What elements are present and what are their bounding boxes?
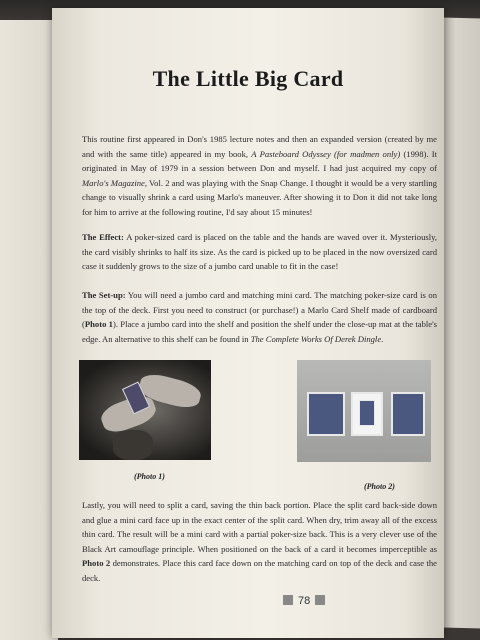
lastly-text: Lastly, you will need to split a card, saving the thin back portion. Place the split card back-side down and glue a mini card face up in the exact center of the split card. When dry, trim away all of the excess thin card. The result will be a mini card with a partial poker-size back. This is a very clever use of the Black Art camouflage principle. When positioned on the back of a card it becomes imperceptible as [82,500,437,554]
setup-label: The Set-up: [82,290,126,300]
setup-paragraph [82,288,437,346]
book-title: The Complete Works Of Derek Dingle [250,333,382,344]
photo2-caption: (Photo 2) [364,482,395,491]
card-back-shape [307,392,345,436]
intro-paragraph [82,132,437,220]
folio-square-icon [283,595,293,605]
photo1-caption: (Photo 1) [134,472,165,481]
lastly-paragraph [82,498,437,586]
setup-text: . [381,333,384,344]
photo1-image [79,360,211,460]
lastly-text: demonstrates. Place this card face down on the matching card on top of the deck and case the deck. [82,558,438,583]
mini-card-shape [359,400,375,426]
page-number [278,595,330,607]
setup-text: You will need a jumbo card and matching mini card. The matching poker-size card is on the top of the deck. First you need to construct (or purchase!) a Marlo Card Shelf made of cardboard ( [82,290,437,330]
effect-text: A poker-sized card is placed on the table and the hands are waved over it. Mysteriously, the card visibly shrinks to half its size. As the card is picked up to be placed in the now oversized card case it suddenly grows to the size of a jumbo card unable to fit in the case! [82,232,437,272]
page-title: The Little Big Card [152,66,344,91]
photo1-ref: Photo 1 [84,319,113,330]
effect-label: The Effect: [82,232,124,242]
book-page [52,8,444,638]
sleeve-shape [113,430,153,460]
folio-square-icon [315,595,325,605]
card-back-shape [391,392,425,436]
photo2-image [297,360,431,462]
book-title: A Pasteboard Odyssey (for madmen only) [251,148,401,159]
magazine-title: Marlo's Magazine [82,177,145,188]
left-page-edge [0,20,58,640]
photo2-ref: Photo 2 [82,558,111,569]
page-number-text: 78 [298,595,311,607]
intro-text: (1998). It originated in May of 1979 in a session between Don and myself. I had just acquired my copy of [82,148,437,174]
intro-text: This routine first appeared in Don's 1985 lecture notes and then an expanded version (created by me and with the same title) appeared in my book, [82,134,437,159]
intro-text: , Vol. 2 and was playing with the Snap Change. I thought it would be a very startling change to visually shrink a card using Marlo's maneuver. After showing it to Don it did not take long for him to arrive at the following routine, I'd say about 15 minutes! [82,177,437,217]
effect-paragraph [82,230,437,274]
setup-text: ). Place a jumbo card into the shelf and position the shelf under the close-up mat at the table's edge. An alternative to this shelf can be found in [82,319,437,344]
